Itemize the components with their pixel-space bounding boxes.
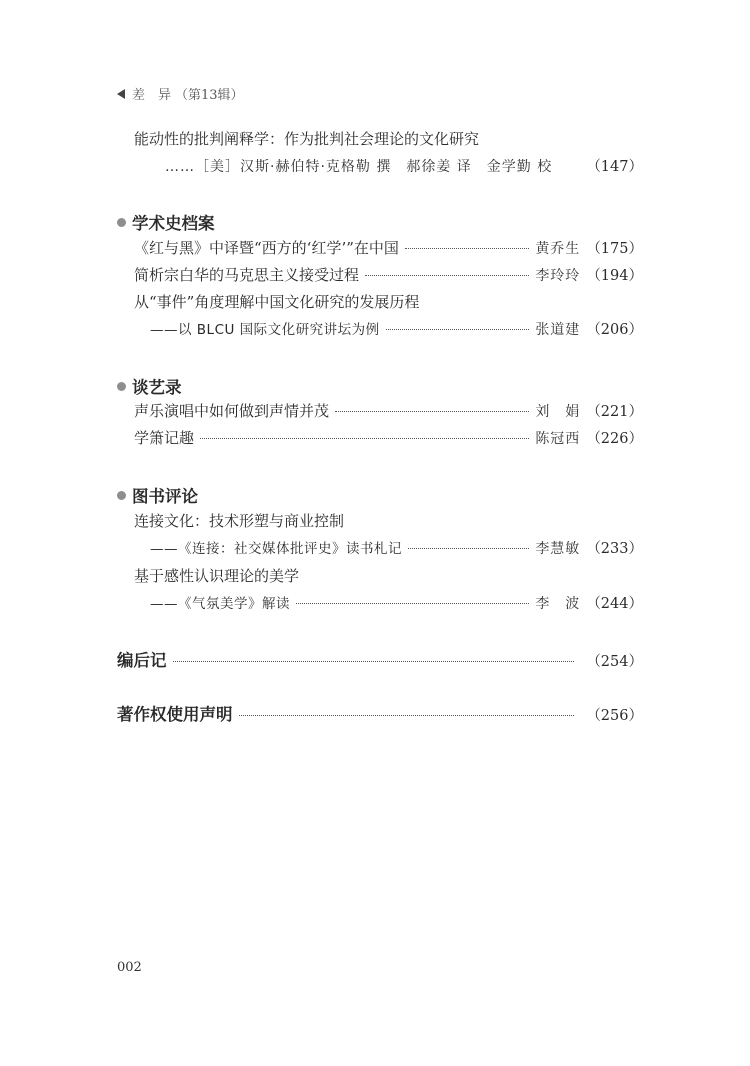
toc-entry-subtitle: ——《气氛美学》解读 bbox=[150, 596, 290, 612]
toc-entry[interactable] bbox=[134, 264, 643, 286]
toc-entry-subtitle-line[interactable] bbox=[150, 592, 643, 614]
leader-dots bbox=[408, 548, 529, 549]
toc-entry-author: 李慧敏 bbox=[535, 541, 581, 557]
toc-entry-title: 能动性的批判阐释学：作为批判社会理论的文化研究 bbox=[134, 130, 480, 148]
leader-dots bbox=[386, 329, 530, 330]
leader-dots bbox=[296, 603, 529, 604]
toc-entry-author: 李玲玲 bbox=[535, 268, 581, 284]
leader-dots bbox=[365, 275, 529, 276]
back-matter-page: （254） bbox=[586, 654, 643, 670]
toc-entry-author: 李 波 bbox=[535, 596, 581, 612]
toc-entry-credit: ……［美］汉斯·赫伯特·克格勒 撰 郝徐姜 译 金学勤 校 bbox=[165, 159, 553, 175]
toc-entry-subtitle: ——以 BLCU 国际文化研究讲坛为例 bbox=[150, 322, 380, 338]
journal-name: 差 异 bbox=[132, 88, 172, 103]
page-number: 002 bbox=[117, 960, 142, 975]
toc-entry-page: （175） bbox=[586, 241, 643, 257]
issue-number: （第13辑） bbox=[175, 88, 244, 103]
toc-entry-author: 刘 娟 bbox=[535, 404, 581, 420]
toc-entry-title: 声乐演唱中如何做到声情并茂 bbox=[134, 402, 330, 420]
running-head bbox=[117, 84, 244, 103]
toc-entry[interactable] bbox=[134, 427, 643, 449]
toc-entry-page: （221） bbox=[586, 404, 643, 420]
toc-entry-title: 《红与黑》中译暨“西方的‘红学’”在中国 bbox=[134, 239, 399, 257]
toc-entry-title: 学箫记趣 bbox=[134, 429, 195, 447]
left-triangle-icon bbox=[117, 89, 125, 99]
leader-dots bbox=[173, 661, 575, 662]
toc-entry-title[interactable]: 连接文化：技术形塑与商业控制 bbox=[134, 512, 345, 530]
section-heading: 谈艺录 bbox=[117, 374, 182, 398]
leader-dots bbox=[405, 248, 529, 249]
toc-entry-subtitle-line[interactable] bbox=[150, 318, 643, 340]
toc-entry[interactable] bbox=[134, 237, 643, 259]
back-matter-entry[interactable] bbox=[117, 701, 643, 723]
toc-entry-subtitle-line[interactable] bbox=[150, 537, 643, 559]
section-heading: 图书评论 bbox=[117, 483, 198, 507]
toc-entry-subtitle: ——《连接：社交媒体批评史》读书札记 bbox=[150, 541, 402, 557]
toc-entry-title[interactable]: 基于感性认识理论的美学 bbox=[134, 567, 300, 585]
toc-entry-page: （233） bbox=[586, 541, 643, 557]
toc-entry-credit-line bbox=[165, 155, 643, 177]
toc-entry-page: （244） bbox=[586, 596, 643, 612]
toc-entry-author: 张道建 bbox=[535, 322, 581, 338]
section-bullet-icon bbox=[117, 491, 126, 500]
toc-entry-page: （147） bbox=[586, 159, 643, 175]
toc-entry-author: 陈冠西 bbox=[535, 431, 581, 447]
back-matter-title: 著作权使用声明 bbox=[117, 705, 233, 724]
toc-entry-title[interactable]: 从“事件”角度理解中国文化研究的发展历程 bbox=[134, 293, 420, 311]
section-heading: 学术史档案 bbox=[117, 210, 215, 234]
toc-entry[interactable] bbox=[134, 400, 643, 422]
back-matter-page: （256） bbox=[586, 708, 643, 724]
leader-dots bbox=[239, 715, 575, 716]
toc-entry-page: （226） bbox=[586, 431, 643, 447]
toc-entry-title: 简析宗白华的马克思主义接受过程 bbox=[134, 266, 360, 284]
toc-entry-page: （206） bbox=[586, 322, 643, 338]
toc-entry-author: 黄乔生 bbox=[535, 241, 581, 257]
toc-entry-page: （194） bbox=[586, 268, 643, 284]
section-bullet-icon bbox=[117, 382, 126, 391]
section-bullet-icon bbox=[117, 218, 126, 227]
leader-dots bbox=[335, 411, 529, 412]
leader-dots bbox=[200, 438, 529, 439]
back-matter-title: 编后记 bbox=[117, 651, 167, 670]
back-matter-entry[interactable] bbox=[117, 647, 643, 669]
